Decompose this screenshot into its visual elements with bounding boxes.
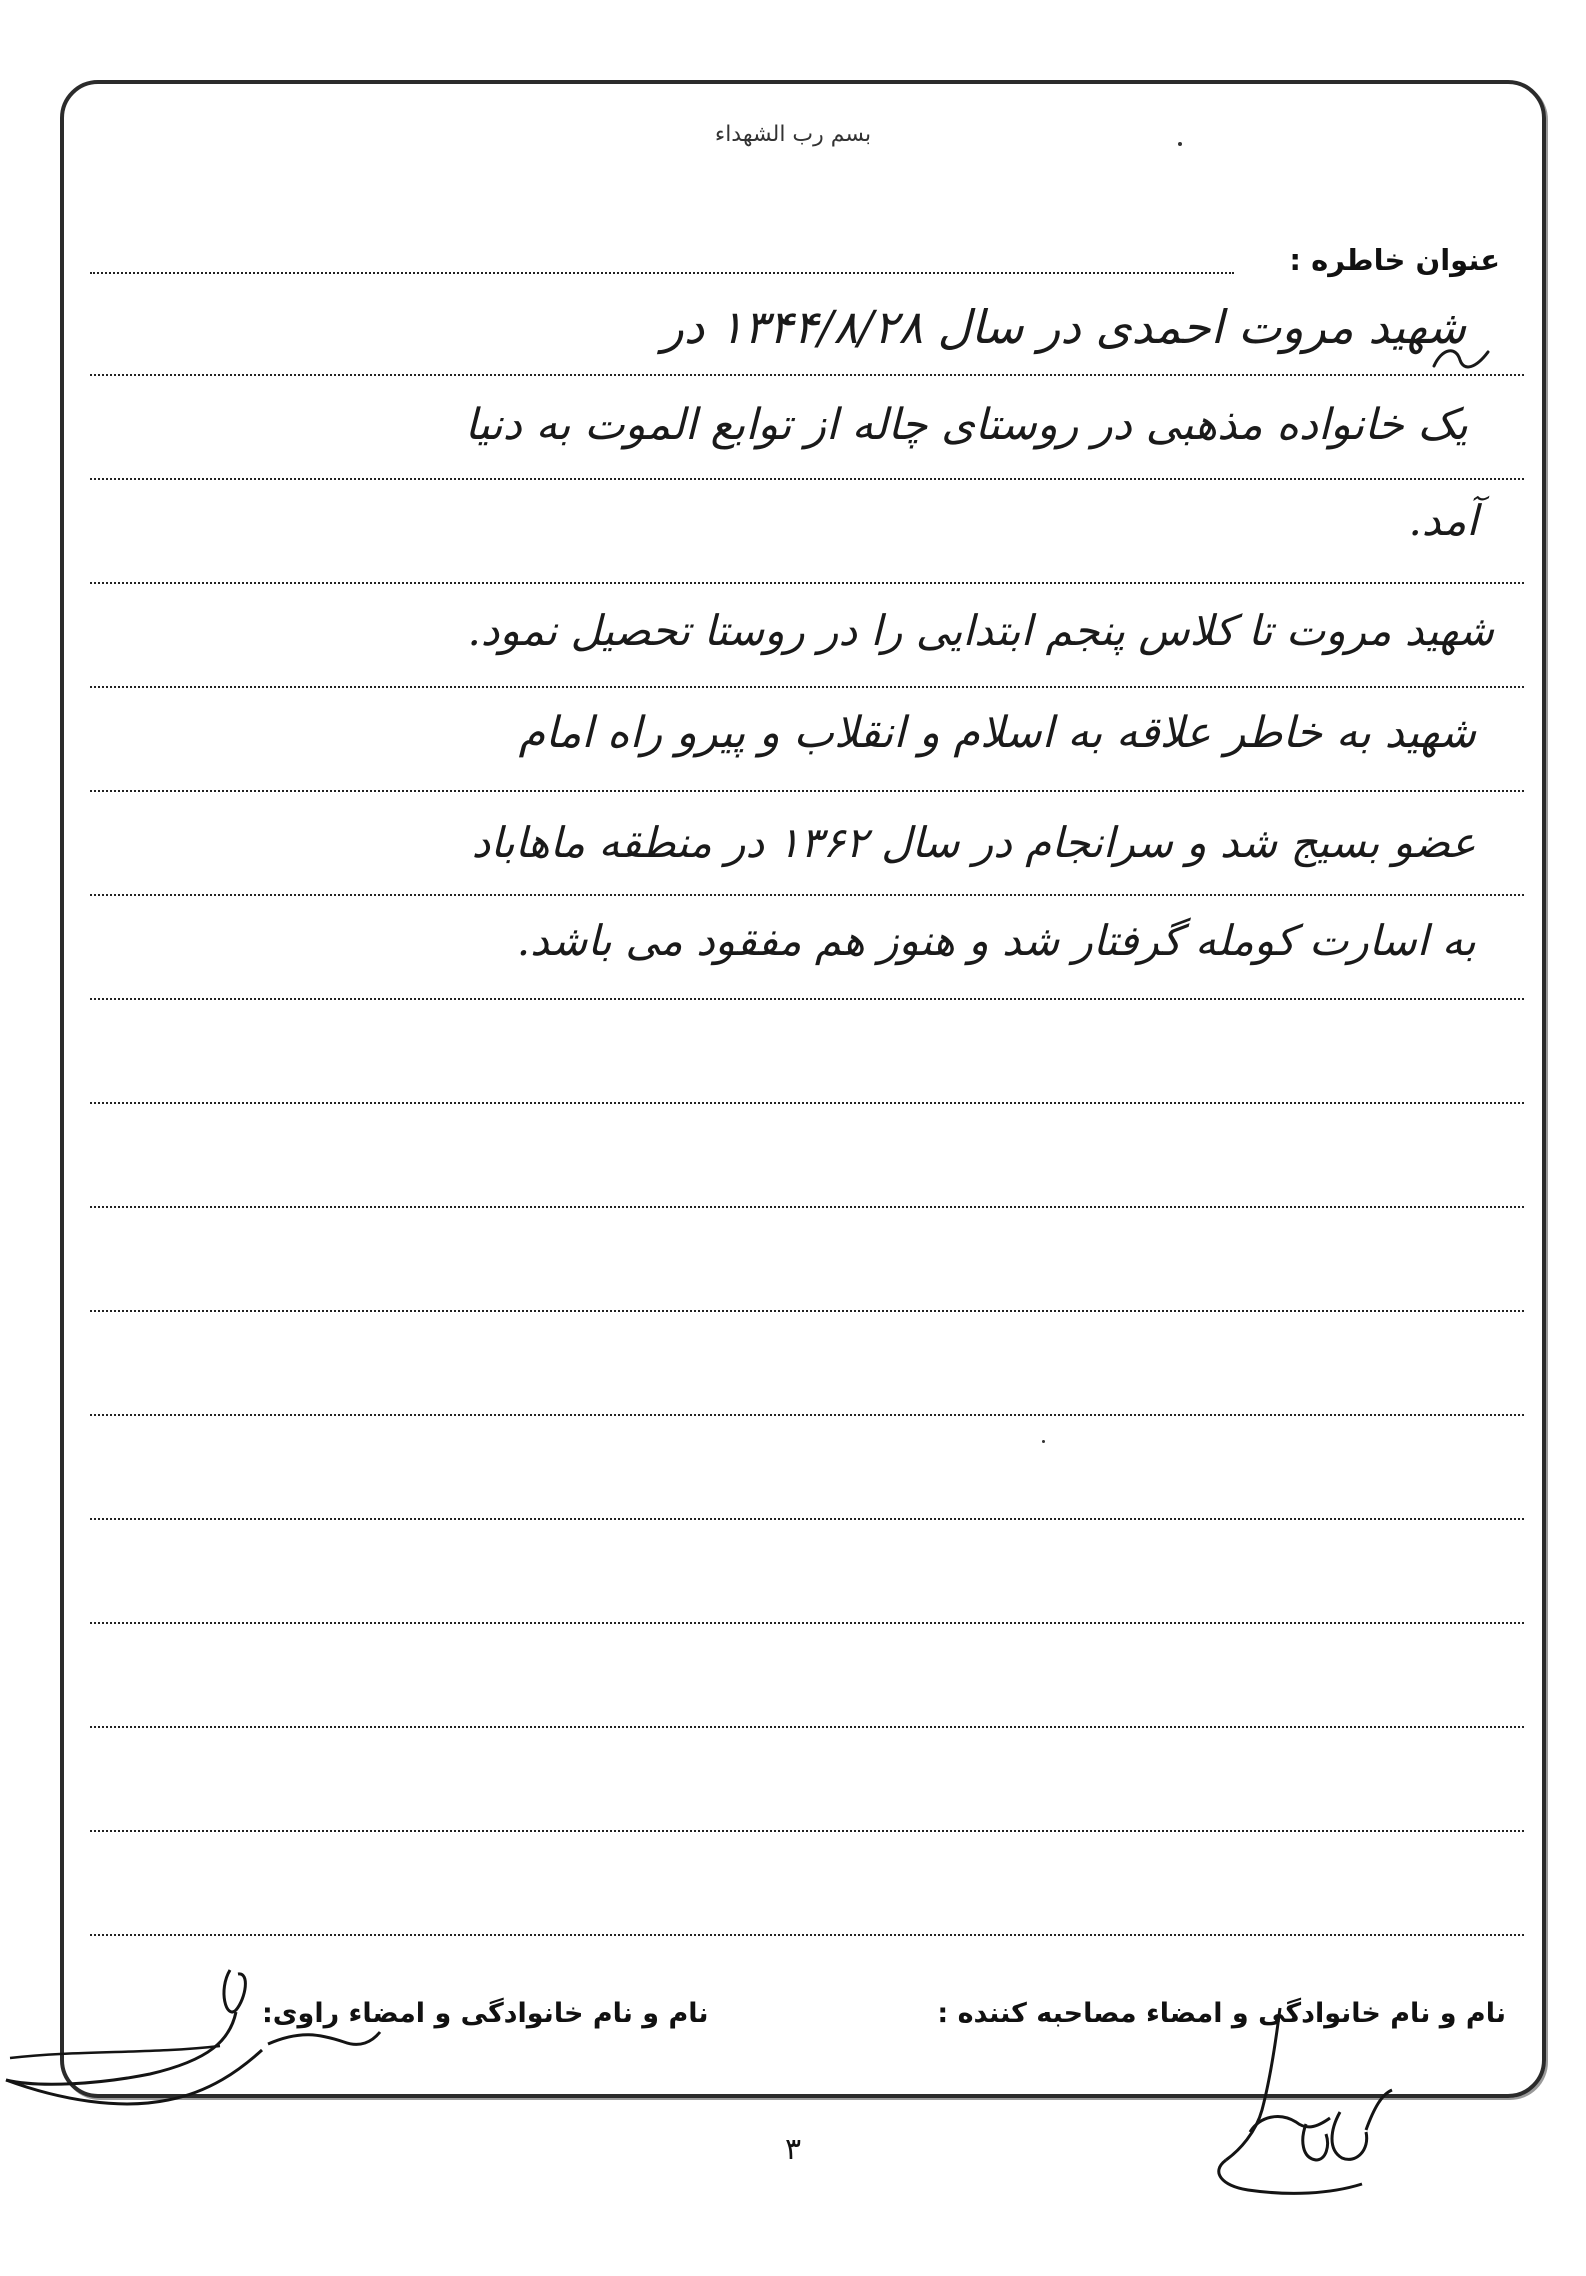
ruled-line xyxy=(90,1518,1524,1520)
handwritten-line: شهید مروت تا کلاس پنجم ابتدایی را در روستا تحصیل نمود. xyxy=(467,606,1494,655)
ruled-line xyxy=(90,686,1524,688)
interviewer-signature xyxy=(1130,2000,1430,2220)
ruled-line xyxy=(90,1830,1524,1832)
handwritten-line: آمد. xyxy=(1408,496,1478,545)
ruled-line xyxy=(90,894,1524,896)
interviewer-signature-label: نام و نام خانوادگی و امضاء مصاحبه کننده : xyxy=(937,1998,1506,2029)
ruled-line xyxy=(90,1414,1524,1416)
ruled-line xyxy=(90,998,1524,1000)
ruled-line xyxy=(90,374,1524,376)
ruled-line xyxy=(90,1934,1524,1936)
ruled-line xyxy=(90,1102,1524,1104)
handwritten-line: شهید مروت احمدی در سال ۱۳۴۴/۸/۲۸ در xyxy=(661,300,1466,354)
handwritten-line: یک خانواده مذهبی در روستای چاله از توابع الموت به دنیا xyxy=(464,400,1468,450)
scan-speck xyxy=(1178,142,1182,146)
ruled-line xyxy=(90,790,1524,792)
ruled-line xyxy=(90,1310,1524,1312)
narrator-signature-label: نام و نام خانوادگی و امضاء راوی: xyxy=(262,1998,709,2029)
ruled-line xyxy=(90,272,1234,274)
ruled-line xyxy=(90,478,1524,480)
scan-speck xyxy=(1042,1440,1045,1443)
handwritten-line: شهید به خاطر علاقه به اسلام و انقلاب و پیرو راه امام xyxy=(518,708,1476,758)
page-number: ۳ xyxy=(784,2132,802,2167)
invocation-header: بسم رب الشهداء xyxy=(714,122,872,147)
ruled-line xyxy=(90,582,1524,584)
handwritten-line: عضو بسیج شد و سرانجام در سال ۱۳۶۲ در منطقه ماهاباد xyxy=(471,818,1476,867)
margin-scribble xyxy=(1430,338,1494,378)
ruled-line xyxy=(90,1726,1524,1728)
memoir-title-label: عنوان خاطره : xyxy=(1289,243,1500,277)
narrator-signature xyxy=(0,1950,420,2140)
form-border xyxy=(60,80,1546,2098)
ruled-line xyxy=(90,1622,1524,1624)
handwritten-line: به اسارت کومله گرفتار شد و هنوز هم مفقود می باشد. xyxy=(516,916,1476,965)
ruled-line xyxy=(90,1206,1524,1208)
